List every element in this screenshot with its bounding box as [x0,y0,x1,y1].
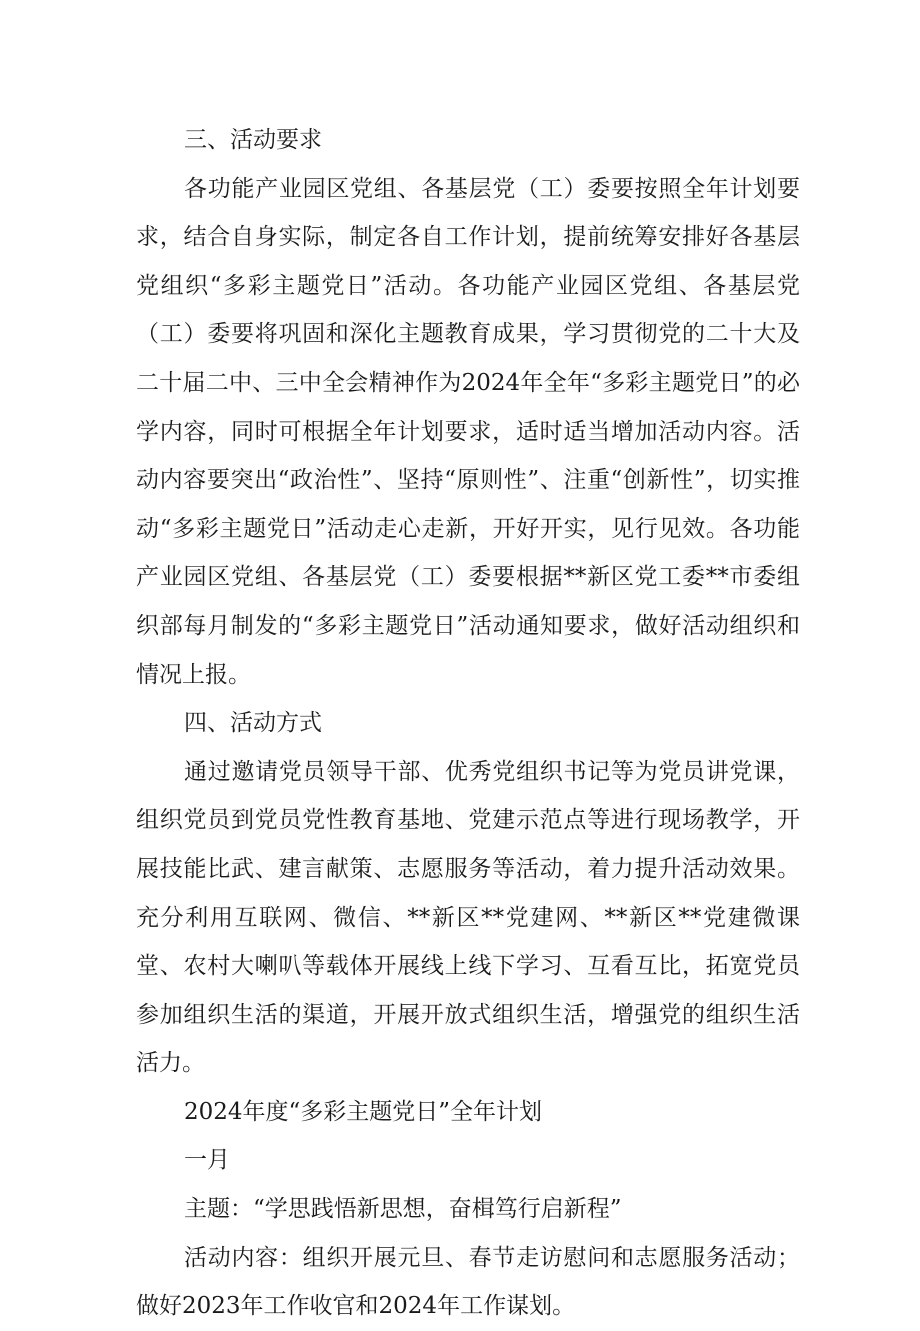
plan-title: 2024年度“多彩主题党日”全年计划 [184,1098,543,1125]
january-content: 活动内容：组织开展元旦、春节走访慰问和志愿服务活动；做好2023年工作收官和2024年工作谋划。 [136,1244,800,1320]
section-4-paragraph: 通过邀请党员领导干部、优秀党组织书记等为党员讲党课，组织党员到党员党性教育基地、党建示范点等进行现场教学，开展技能比武、建言献策、志愿服务等活动，着力提升活动效果。充分利用互联网、微信、**新区**党建网、**新区**党建微课堂、农村大喇叭等载体开展线上线下学习、互看互比，拓宽党员参加组织生活的渠道，开展开放式组织生活，增强党的组织生活活力。 [136,758,800,1077]
document-body [136,116,800,1331]
section-3-heading: 三、活动要求 [184,127,322,153]
january-heading: 一月 [184,1147,230,1174]
section-3-paragraph: 各功能产业园区党组、各基层党（工）委要按照全年计划要求，结合自身实际，制定各自工作计划，提前统筹安排好各基层党组织“多彩主题党日”活动。各功能产业园区党组、各基层党（工）委要将巩固和深化主题教育成果，学习贯彻党的二十大及二十届二中、三中全会精神作为2024年全年“多彩主题党日”的必学内容，同时可根据全年计划要求，适时适当增加活动内容。活动内容要突出“政治性”、坚持“原则性”、注重“创新性”，切实推动“多彩主题党日”活动走心走新，开好开实，见行见效。各功能产业园区党组、各基层党（工）委要根据**新区党工委**市委组织部每月制发的“多彩主题党日”活动通知要求，做好活动组织和情况上报。 [136,175,800,688]
january-theme: 主题：“学思践悟新思想，奋楫笃行启新程” [184,1196,622,1223]
section-4-heading: 四、活动方式 [184,710,322,737]
